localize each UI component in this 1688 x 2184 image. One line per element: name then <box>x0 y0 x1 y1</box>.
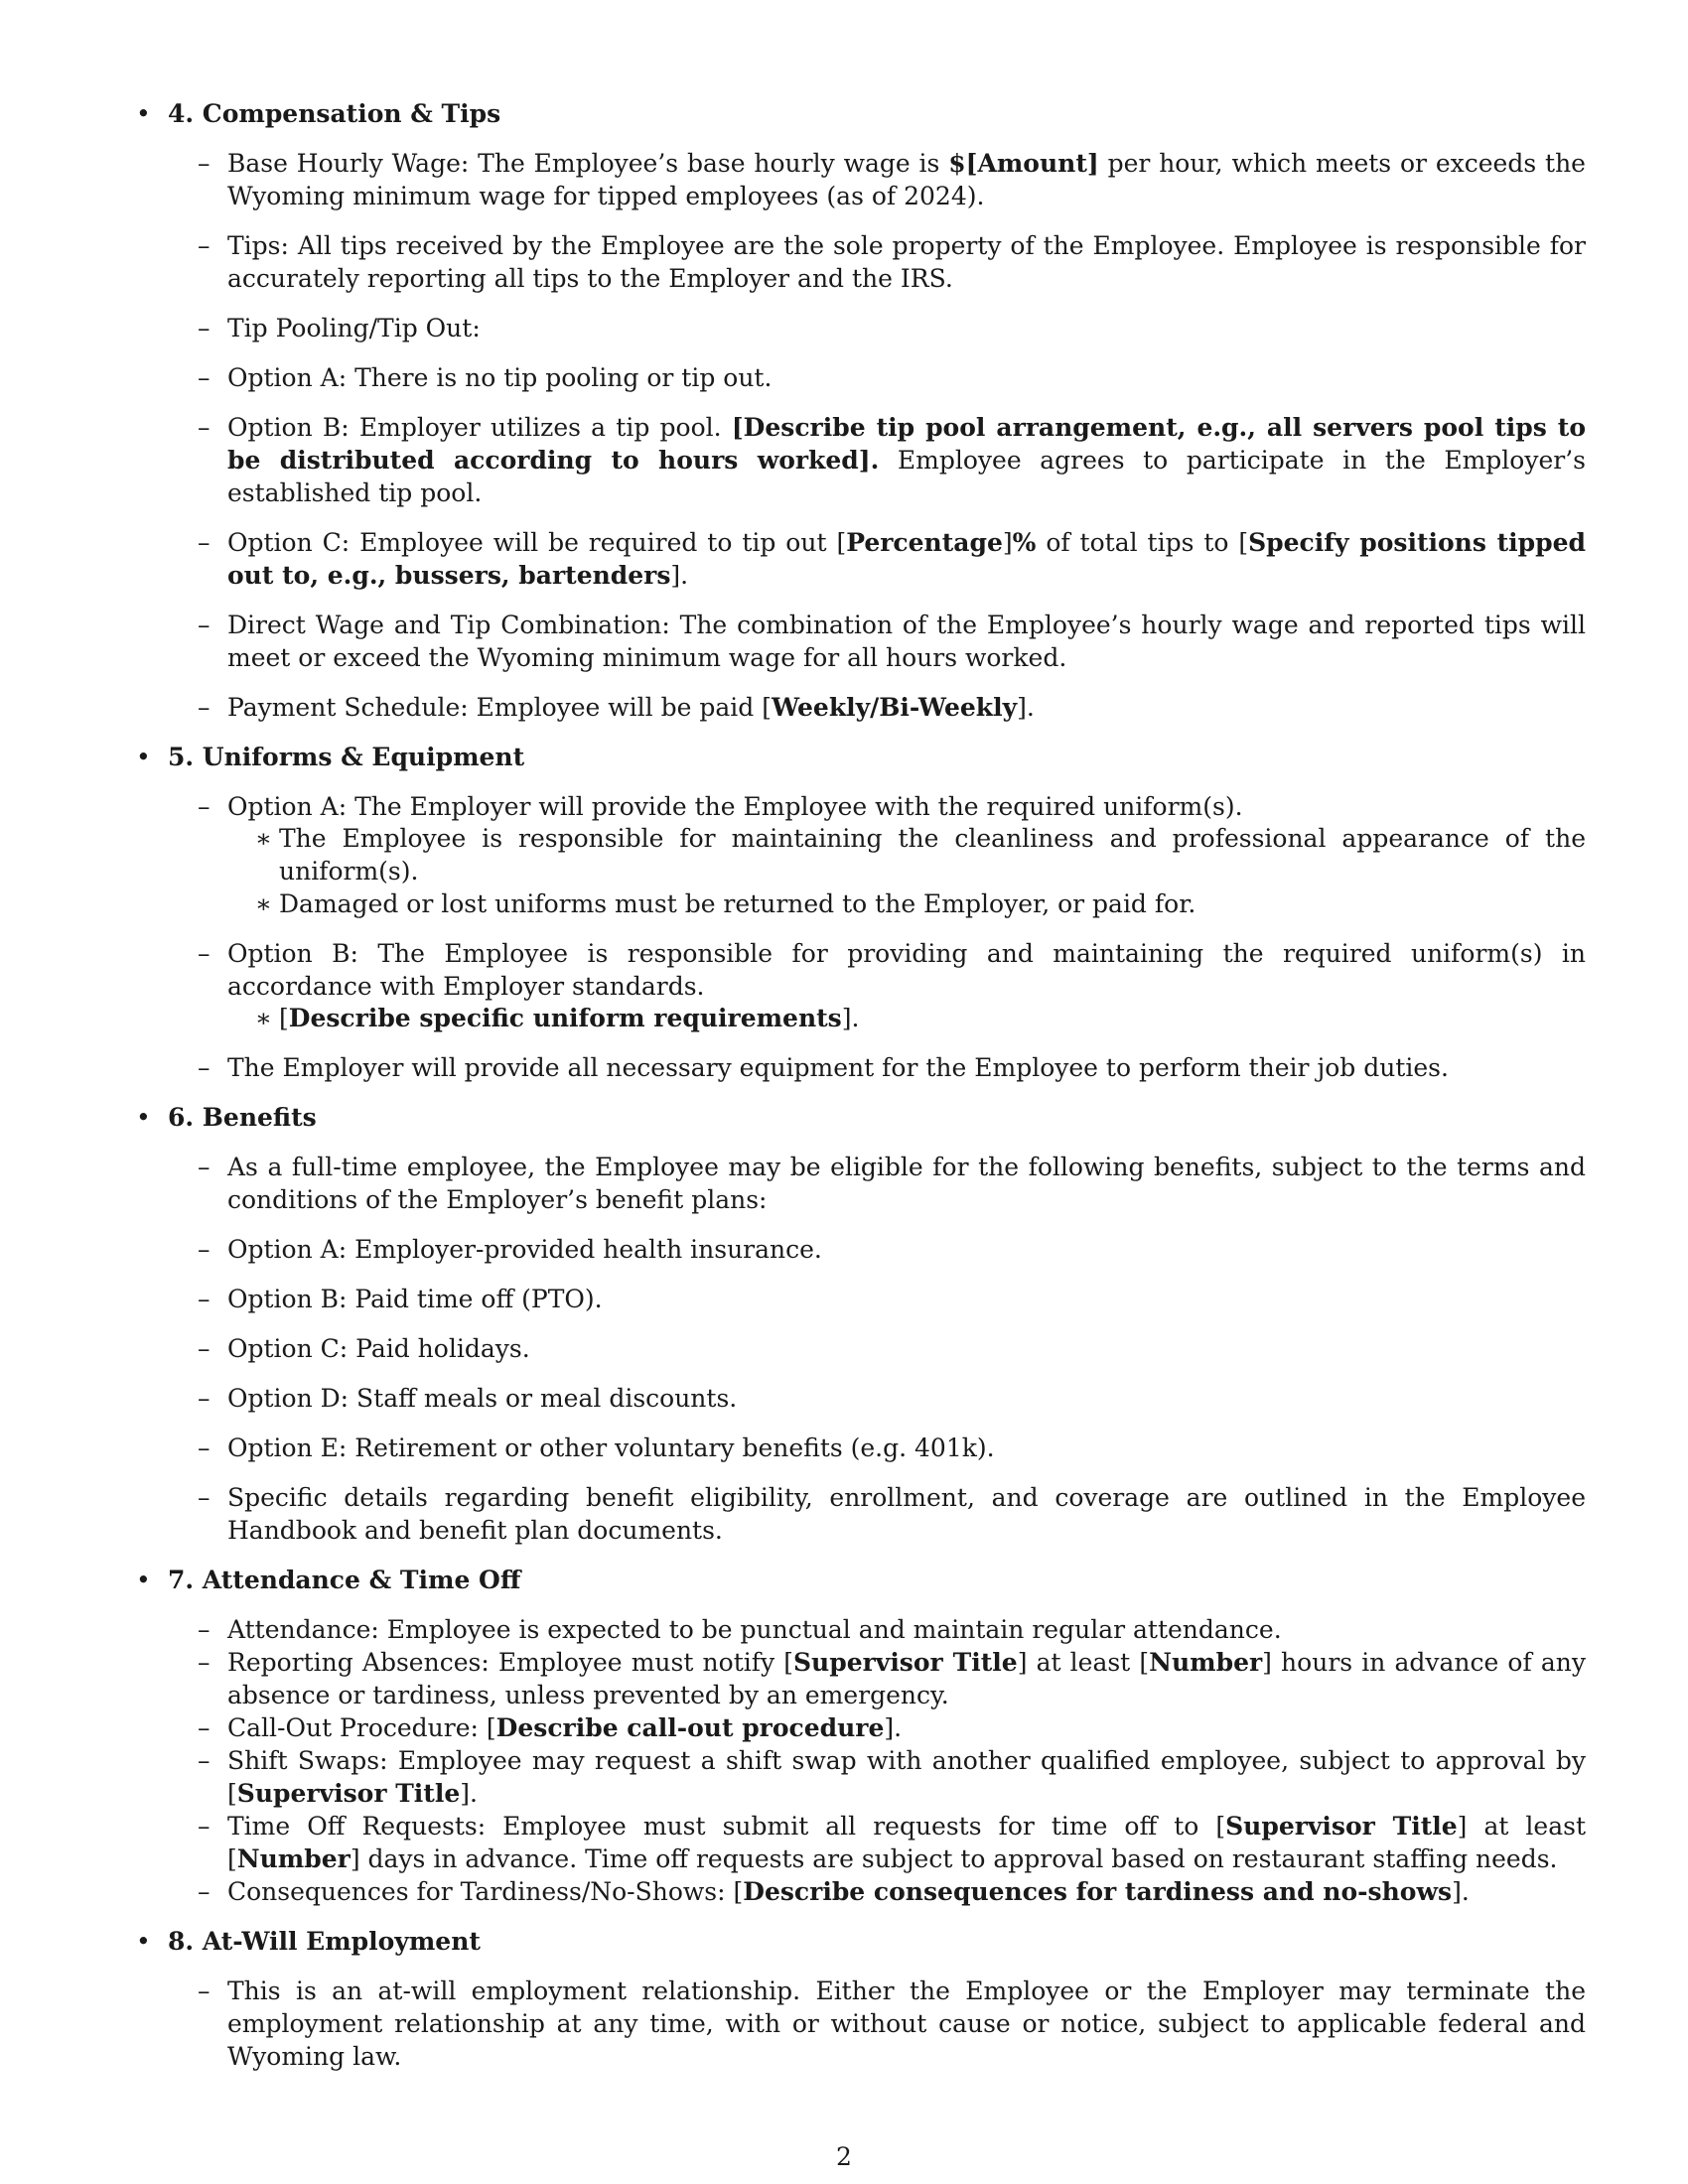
text-run: ] at least [ <box>227 1812 1586 1873</box>
sub-list <box>168 822 1586 920</box>
list-item <box>168 609 1586 674</box>
section <box>136 97 1586 724</box>
list-item <box>168 1233 1586 1266</box>
list-item <box>168 1332 1586 1365</box>
asterisk-bullet-icon: ∗ <box>255 889 272 918</box>
text-run: Option A: There is no tip pooling or tip out. <box>227 363 773 392</box>
dash-bullet-icon: – <box>198 1812 211 1841</box>
text-run: [ <box>279 1004 289 1032</box>
text-run: ]. <box>670 561 689 590</box>
dash-bullet-icon: – <box>198 1153 211 1181</box>
bold-placeholder: Weekly/Bi-Weekly <box>771 693 1018 722</box>
text-run: Attendance: Employee is expected to be punctual and maintain regular attendance. <box>227 1615 1282 1644</box>
dash-bullet-icon: – <box>198 1648 211 1677</box>
section-bullet-icon: • <box>136 1927 151 1956</box>
text-run: Option A: Employer-provided health insurance. <box>227 1235 822 1264</box>
text-run: ]. <box>1017 693 1035 722</box>
dash-bullet-icon: – <box>198 1615 211 1644</box>
text-run: Call-Out Procedure: [ <box>227 1713 496 1742</box>
text-run: Base Hourly Wage: The Employee’s base hourly wage is <box>227 149 949 178</box>
section-bullet-icon: • <box>136 99 151 128</box>
document-body <box>136 97 1586 2090</box>
dash-bullet-icon: – <box>198 149 211 178</box>
sub-list <box>168 1002 1586 1034</box>
bold-placeholder: Number <box>1149 1648 1263 1677</box>
list-item <box>168 691 1586 724</box>
text-run: ] at least [ <box>1017 1648 1150 1677</box>
dash-bullet-icon: – <box>198 231 211 260</box>
section-title: 8. At-Will Employment <box>168 1927 481 1956</box>
list-item <box>168 312 1586 344</box>
list-item <box>168 1744 1586 1810</box>
dash-bullet-icon: – <box>198 611 211 639</box>
text-run: Option C: Employee will be required to tip out [ <box>227 528 847 557</box>
sub-list-item <box>168 1002 1586 1034</box>
text-run: This is an at-will employment relationship. Either the Employee or the Employer may terminate the employment relationship at any time, with or without cause or notice, subject to applicable federal and Wyoming law. <box>227 1977 1586 2071</box>
section-title: 7. Attendance & Time Off <box>168 1566 521 1594</box>
dash-bullet-icon: – <box>198 528 211 557</box>
list-item <box>168 1051 1586 1084</box>
text-run: Option E: Retirement or other voluntary benefits (e.g. 401k). <box>227 1433 995 1462</box>
text-run: Option A: The Employer will provide the Employee with the required uniform(s). <box>227 792 1243 821</box>
list-item <box>168 147 1586 212</box>
text-run: ]. <box>1452 1877 1470 1906</box>
section-title: 5. Uniforms & Equipment <box>168 743 525 771</box>
text-run: ]. <box>884 1713 903 1742</box>
dash-bullet-icon: – <box>198 693 211 722</box>
list-item <box>168 937 1586 1003</box>
dash-bullet-icon: – <box>198 1713 211 1742</box>
text-run: Specific details regarding benefit eligibility, enrollment, and coverage are outlined in the Employee Handbook and benefit plan documents. <box>227 1483 1586 1545</box>
dash-bullet-icon: – <box>198 939 211 968</box>
text-run: Option D: Staff meals or meal discounts. <box>227 1384 738 1413</box>
dash-bullet-icon: – <box>198 1053 211 1082</box>
dash-bullet-icon: – <box>198 1334 211 1363</box>
dash-bullet-icon: – <box>198 1977 211 2005</box>
text-run: Time Off Requests: Employee must submit all requests for time off to [ <box>227 1812 1226 1841</box>
dash-bullet-icon: – <box>198 792 211 821</box>
text-run: Option B: Employer utilizes a tip pool. <box>227 413 732 442</box>
text-run: Tip Pooling/Tip Out: <box>227 314 481 342</box>
bold-placeholder: Describe call-out procedure <box>495 1713 885 1742</box>
section <box>136 1925 1586 2073</box>
section-bullet-icon: • <box>136 743 151 771</box>
section <box>136 1564 1586 1908</box>
list-item <box>168 1481 1586 1547</box>
list-item <box>168 526 1586 592</box>
sub-list-item <box>168 887 1586 920</box>
text-run: The Employer will provide all necessary equipment for the Employee to perform their job duties. <box>227 1053 1449 1082</box>
text-run: Tips: All tips received by the Employee are the sole property of the Employee. Employee is responsible for accurately reporting all tips to the Employer and the IRS. <box>227 231 1586 293</box>
list-item <box>168 1382 1586 1415</box>
list-item <box>168 1613 1586 1646</box>
text-run: Payment Schedule: Employee will be paid [ <box>227 693 772 722</box>
text-run: Option C: Paid holidays. <box>227 1334 530 1363</box>
section <box>136 741 1586 1084</box>
asterisk-bullet-icon: ∗ <box>255 1004 272 1032</box>
bold-placeholder: Percentage <box>846 528 1003 557</box>
dash-bullet-icon: – <box>198 1384 211 1413</box>
text-run: per hour, which meets or exceeds the Wyoming minimum wage for tipped employees (as of 2024). <box>227 149 1586 210</box>
dash-bullet-icon: – <box>198 1877 211 1906</box>
bold-placeholder: Number <box>236 1844 351 1873</box>
bold-placeholder: $[Amount] <box>948 149 1099 178</box>
list-item <box>168 1875 1586 1908</box>
bold-placeholder: Supervisor Title <box>236 1779 461 1808</box>
text-run: Consequences for Tardiness/No-Shows: [ <box>227 1877 744 1906</box>
list-item <box>168 1151 1586 1216</box>
text-run: ]. <box>841 1004 860 1032</box>
dash-bullet-icon: – <box>198 1746 211 1775</box>
text-run: ] hours in advance of any absence or tardiness, unless prevented by an emergency. <box>227 1648 1586 1709</box>
text-run: As a full-time employee, the Employee may be eligible for the following benefits, subject to the terms and conditions of the Employer’s benefit plans: <box>227 1153 1586 1214</box>
list-item <box>168 229 1586 295</box>
section <box>136 1101 1586 1547</box>
page-number: 2 <box>836 2142 852 2171</box>
text-run: Option B: The Employee is responsible for providing and maintaining the required uniform(s) in accordance with Employer standards. <box>227 939 1586 1001</box>
list-item <box>168 411 1586 509</box>
list-item <box>168 1810 1586 1875</box>
asterisk-bullet-icon: ∗ <box>255 824 272 853</box>
list-item <box>168 1283 1586 1315</box>
dash-bullet-icon: – <box>198 1235 211 1264</box>
text-run: Shift Swaps: Employee may request a shift swap with another qualified employee, subject to approval by [ <box>227 1746 1586 1808</box>
section-title: 6. Benefits <box>168 1103 317 1132</box>
bold-placeholder: % <box>1012 528 1037 557</box>
list-item <box>168 1646 1586 1711</box>
text-run: of total tips to [ <box>1036 528 1249 557</box>
dash-bullet-icon: – <box>198 1483 211 1512</box>
dash-bullet-icon: – <box>198 314 211 342</box>
section-bullet-icon: • <box>136 1566 151 1594</box>
dash-bullet-icon: – <box>198 363 211 392</box>
text-run: ] <box>1002 528 1013 557</box>
text-run: Reporting Absences: Employee must notify [ <box>227 1648 793 1677</box>
bold-placeholder: Specify positions tipped out to, e.g., bussers, bartenders <box>227 528 1587 590</box>
list-item <box>168 790 1586 823</box>
text-run: Option B: Paid time off (PTO). <box>227 1285 603 1313</box>
text-run: The Employee is responsible for maintaining the cleanliness and professional appearance of the uniform(s). <box>279 824 1586 886</box>
bold-placeholder: [Describe tip pool arrangement, e.g., all servers pool tips to be distributed according to hours worked]. <box>227 413 1586 475</box>
sub-list-item <box>168 822 1586 887</box>
dash-bullet-icon: – <box>198 413 211 442</box>
bold-placeholder: Supervisor Title <box>793 1648 1018 1677</box>
text-run: Direct Wage and Tip Combination: The combination of the Employee’s hourly wage and reported tips will meet or exceed the Wyoming minimum wage for all hours worked. <box>227 611 1586 672</box>
bold-placeholder: Describe consequences for tardiness and no-shows <box>743 1877 1453 1906</box>
list-item <box>168 1975 1586 2073</box>
section-bullet-icon: • <box>136 1103 151 1132</box>
dash-bullet-icon: – <box>198 1285 211 1313</box>
text-run: Employee agrees to participate in the Employer’s established tip pool. <box>227 446 1587 507</box>
list-item <box>168 361 1586 394</box>
bold-placeholder: Supervisor Title <box>1225 1812 1458 1841</box>
list-item <box>168 1432 1586 1464</box>
text-run: ] days in advance. Time off requests are subject to approval based on restaurant staffing needs. <box>350 1844 1558 1873</box>
text-run: Damaged or lost uniforms must be returned to the Employer, or paid for. <box>279 889 1196 918</box>
list-item <box>168 1711 1586 1744</box>
dash-bullet-icon: – <box>198 1433 211 1462</box>
text-run: ]. <box>460 1779 478 1808</box>
section-title: 4. Compensation & Tips <box>168 99 501 128</box>
bold-placeholder: Describe specific uniform requirements <box>288 1004 842 1032</box>
